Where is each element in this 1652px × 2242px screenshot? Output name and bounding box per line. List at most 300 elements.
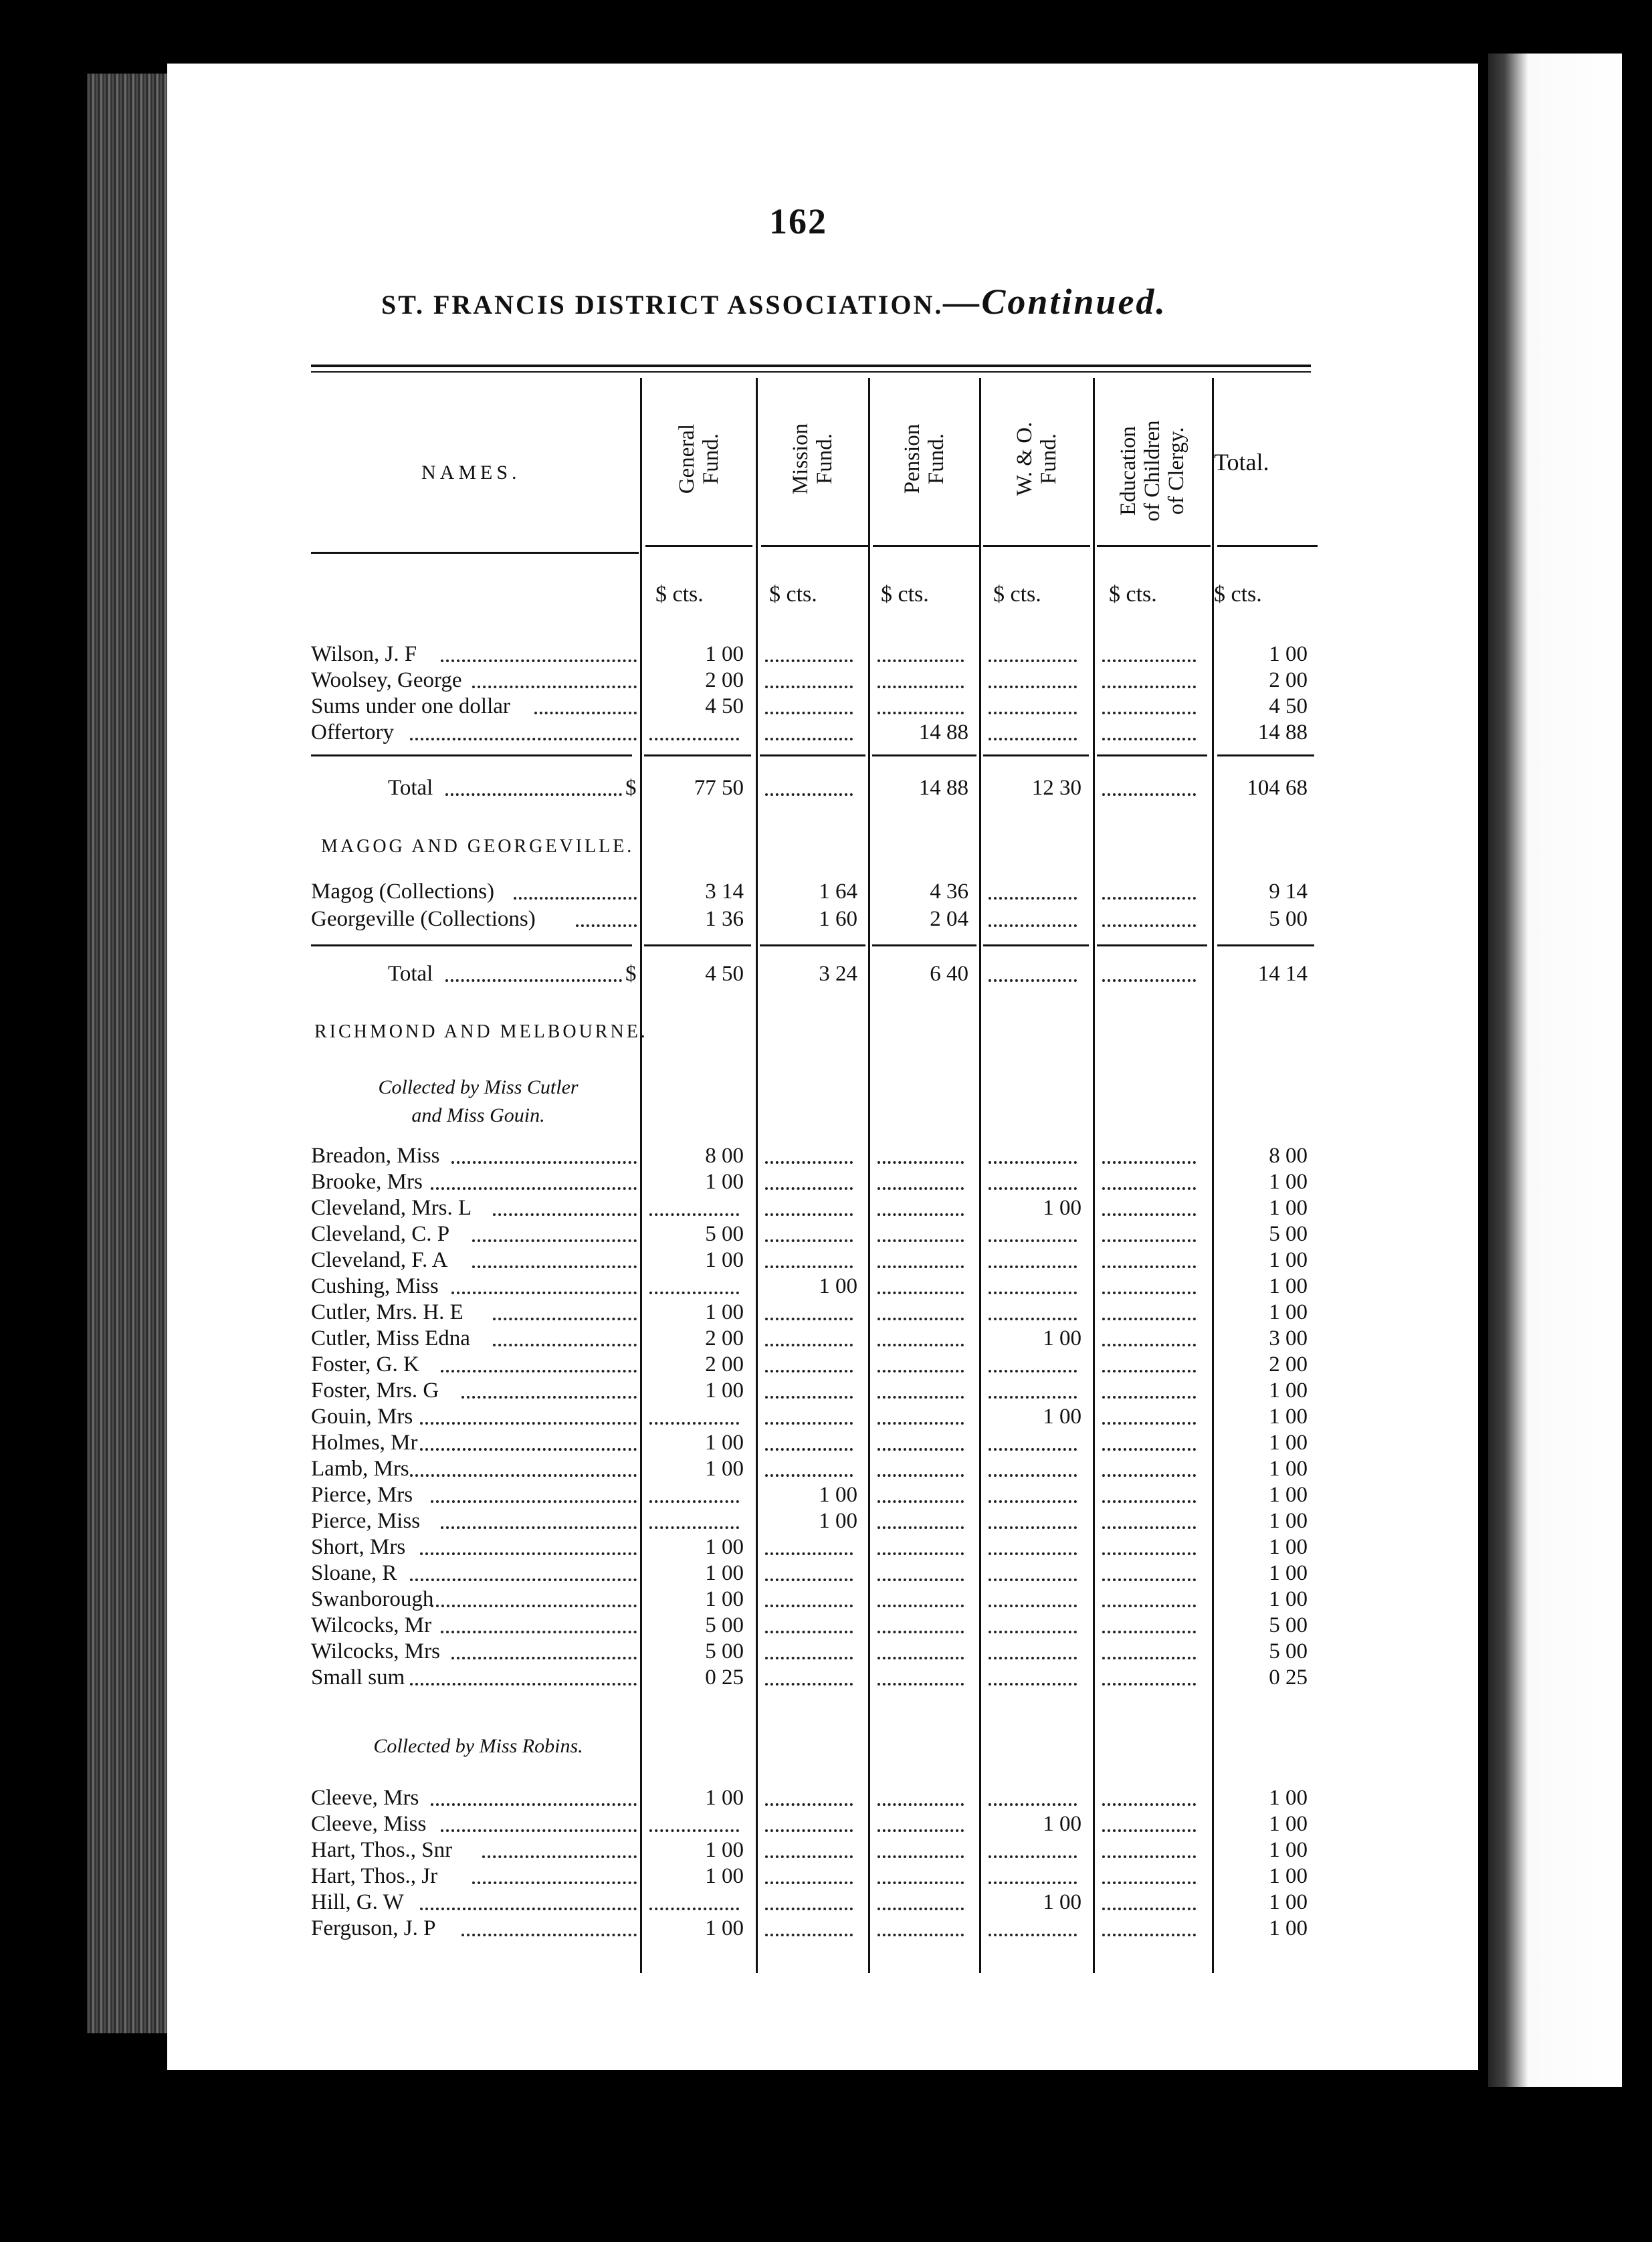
- contributor-name: Breadon, Miss: [311, 1144, 440, 1168]
- column-header-line: of Children: [1140, 420, 1164, 522]
- currency-sign: $: [625, 776, 637, 800]
- empty-cell-dots: [649, 1422, 739, 1425]
- contributor-name: Wilcocks, Mr: [311, 1613, 432, 1637]
- empty-cell-dots: [989, 1187, 1077, 1190]
- sum-rule: [872, 754, 976, 756]
- amount-general: 1 36: [705, 907, 744, 931]
- empty-cell-dots: [1102, 1657, 1196, 1659]
- amount-total: 5 00: [1269, 1639, 1308, 1663]
- empty-cell-dots: [765, 1318, 853, 1320]
- leader-dots: [576, 924, 637, 927]
- empty-cell-dots: [989, 1631, 1077, 1633]
- leader-dots: [431, 1500, 637, 1503]
- empty-cell-dots: [877, 1448, 964, 1451]
- amount-total: 1 00: [1269, 1457, 1308, 1481]
- amount-total: 1 00: [1269, 1170, 1308, 1194]
- empty-cell-dots: [1102, 738, 1196, 740]
- collected-by: Collected by Miss Robins.: [373, 1735, 583, 1757]
- sum-rule: [1217, 754, 1314, 756]
- empty-cell-dots: [877, 1881, 964, 1884]
- contributor-name: Hill, G. W: [311, 1890, 404, 1914]
- sum-rule: [760, 754, 865, 756]
- amount-total: 1 00: [1269, 1786, 1308, 1810]
- empty-cell-dots: [1102, 1474, 1196, 1477]
- leader-dots: [410, 1578, 637, 1581]
- section-heading: RICHMOND AND MELBOURNE.: [314, 1021, 648, 1042]
- empty-cell-dots: [989, 1500, 1077, 1503]
- contributor-name: Wilson, J. F: [311, 642, 417, 666]
- column-header-line: Fund.: [813, 433, 837, 485]
- leader-dots: [441, 1631, 637, 1633]
- contributor-name: Cleeve, Miss: [311, 1812, 427, 1836]
- column-header-line: Fund.: [699, 433, 723, 485]
- section-heading: MAGOG AND GEORGEVILLE.: [321, 836, 635, 857]
- empty-cell-dots: [765, 1908, 853, 1910]
- col-line-5: [1093, 378, 1095, 1973]
- contributor-name: Sums under one dollar: [311, 694, 510, 718]
- column-header-line: of Clergy.: [1164, 427, 1189, 515]
- amount-total: 1 00: [1269, 1379, 1308, 1403]
- sum-rule: [760, 944, 865, 946]
- empty-cell-dots: [989, 1855, 1077, 1858]
- amount-total: 1 00: [1269, 1916, 1308, 1940]
- empty-cell-dots: [765, 738, 853, 740]
- col-line-2: [756, 378, 758, 1973]
- col-line-4: [979, 378, 981, 1973]
- column-header-line: Fund.: [924, 433, 948, 485]
- empty-cell-dots: [989, 924, 1077, 927]
- empty-cell-dots: [1102, 1881, 1196, 1884]
- empty-cell-dots: [877, 686, 964, 688]
- column-header-4: [1013, 372, 1061, 546]
- empty-cell-dots: [765, 1578, 853, 1581]
- amount-mission: 1 00: [819, 1274, 857, 1298]
- amount-mission: 1 00: [819, 1483, 857, 1507]
- header-rule-1: [645, 545, 752, 547]
- empty-cell-dots: [649, 1213, 739, 1216]
- amount-general: 4 50: [705, 694, 744, 718]
- header-rule-5: [1097, 545, 1211, 547]
- column-header-line: Mission: [789, 423, 813, 495]
- empty-cell-dots: [989, 1161, 1077, 1164]
- amount-total: 104 68: [1247, 776, 1308, 800]
- column-header-5: [1116, 384, 1189, 558]
- leader-dots: [534, 712, 637, 714]
- sum-rule: [311, 754, 632, 756]
- empty-cell-dots: [877, 1265, 964, 1268]
- empty-cell-dots: [877, 1934, 964, 1936]
- empty-cell-dots: [1102, 1605, 1196, 1607]
- header-rule-3: [873, 545, 980, 547]
- leader-dots: [431, 1187, 637, 1190]
- contributor-name: Cushing, Miss: [311, 1274, 439, 1298]
- contributor-name: Woolsey, George: [311, 668, 462, 692]
- empty-cell-dots: [649, 1526, 739, 1529]
- empty-cell-dots: [1102, 1829, 1196, 1832]
- empty-cell-dots: [1102, 1292, 1196, 1294]
- amount-general: 1 00: [705, 1838, 744, 1862]
- empty-cell-dots: [877, 1526, 964, 1529]
- leader-dots: [482, 1855, 637, 1858]
- empty-cell-dots: [765, 659, 853, 662]
- unit-label: $ cts.: [655, 582, 704, 607]
- leader-dots: [472, 1239, 637, 1242]
- contributor-name: Sloane, R: [311, 1561, 397, 1585]
- empty-cell-dots: [765, 1422, 853, 1425]
- amount-pension: 6 40: [930, 962, 968, 986]
- collected-by: and Miss Gouin.: [411, 1104, 545, 1126]
- empty-cell-dots: [877, 1605, 964, 1607]
- contributor-name: Gouin, Mrs: [311, 1405, 413, 1429]
- column-header-line: Pension: [900, 423, 924, 494]
- currency-sign: $: [625, 962, 637, 986]
- amount-total: 5 00: [1269, 907, 1308, 931]
- amount-total: 1 00: [1269, 642, 1308, 666]
- amount-general: 8 00: [705, 1144, 744, 1168]
- amount-total: 2 00: [1269, 1352, 1308, 1377]
- amount-wo: 1 00: [1043, 1890, 1081, 1914]
- empty-cell-dots: [1102, 1161, 1196, 1164]
- amount-mission: 3 24: [819, 962, 857, 986]
- column-header-line: Education: [1116, 426, 1140, 516]
- empty-cell-dots: [1102, 1500, 1196, 1503]
- amount-total: 1 00: [1269, 1300, 1308, 1324]
- column-header-1: [675, 372, 723, 546]
- empty-cell-dots: [765, 1213, 853, 1216]
- amount-mission: 1 00: [819, 1509, 857, 1533]
- amount-general: 1 00: [705, 1864, 744, 1888]
- empty-cell-dots: [765, 1881, 853, 1884]
- amount-general: 1 00: [705, 1561, 744, 1585]
- amount-general: 1 00: [705, 1170, 744, 1194]
- book-spine: [87, 74, 170, 2033]
- empty-cell-dots: [765, 1803, 853, 1806]
- contributor-name: Ferguson, J. P: [311, 1916, 436, 1940]
- sum-rule: [983, 944, 1089, 946]
- empty-cell-dots: [765, 793, 853, 796]
- amount-general: 4 50: [705, 962, 744, 986]
- amount-total: 1 00: [1269, 1838, 1308, 1862]
- sum-rule: [1217, 944, 1314, 946]
- empty-cell-dots: [1102, 1396, 1196, 1399]
- empty-cell-dots: [765, 1161, 853, 1164]
- empty-cell-dots: [989, 1265, 1077, 1268]
- empty-cell-dots: [877, 1829, 964, 1832]
- amount-total: 5 00: [1269, 1222, 1308, 1246]
- amount-wo: 1 00: [1043, 1405, 1081, 1429]
- empty-cell-dots: [1102, 1631, 1196, 1633]
- empty-cell-dots: [877, 1500, 964, 1503]
- leader-dots: [431, 1803, 637, 1806]
- empty-cell-dots: [649, 1908, 739, 1910]
- column-header-line: General: [675, 423, 699, 494]
- amount-total: 14 88: [1257, 720, 1308, 744]
- contributor-name: Short, Mrs: [311, 1535, 406, 1559]
- empty-cell-dots: [989, 1396, 1077, 1399]
- amount-total: 1 00: [1269, 1587, 1308, 1611]
- empty-cell-dots: [877, 1318, 964, 1320]
- sum-rule: [644, 944, 751, 946]
- empty-cell-dots: [877, 1370, 964, 1372]
- unit-label: $ cts.: [993, 582, 1041, 607]
- leader-dots: [420, 1552, 637, 1555]
- empty-cell-dots: [1102, 1344, 1196, 1346]
- empty-cell-dots: [989, 1474, 1077, 1477]
- empty-cell-dots: [1102, 1578, 1196, 1581]
- contributor-name: Pierce, Miss: [311, 1509, 421, 1533]
- empty-cell-dots: [1102, 1908, 1196, 1910]
- amount-general: 1 00: [705, 1300, 744, 1324]
- header-rule-4: [983, 545, 1090, 547]
- leader-dots: [445, 793, 623, 796]
- empty-cell-dots: [765, 1829, 853, 1832]
- empty-cell-dots: [1102, 1552, 1196, 1555]
- amount-total: 4 50: [1269, 694, 1308, 718]
- empty-cell-dots: [877, 712, 964, 714]
- empty-cell-dots: [765, 1448, 853, 1451]
- leader-dots: [441, 659, 637, 662]
- leader-dots: [420, 1448, 637, 1451]
- contributor-name: Hart, Thos., Snr: [311, 1838, 453, 1862]
- amount-total: 2 00: [1269, 668, 1308, 692]
- empty-cell-dots: [1102, 1239, 1196, 1242]
- empty-cell-dots: [989, 1657, 1077, 1659]
- leader-dots: [420, 1422, 637, 1425]
- amount-general: 5 00: [705, 1613, 744, 1637]
- empty-cell-dots: [765, 1265, 853, 1268]
- empty-cell-dots: [765, 1605, 853, 1607]
- leader-dots: [461, 1396, 637, 1399]
- amount-total: 1 00: [1269, 1248, 1308, 1272]
- empty-cell-dots: [1102, 1422, 1196, 1425]
- page-number: 162: [769, 201, 827, 241]
- empty-cell-dots: [989, 1552, 1077, 1555]
- column-header-line: W. & O.: [1013, 421, 1037, 496]
- empty-cell-dots: [765, 1657, 853, 1659]
- amount-general: 3 14: [705, 880, 744, 904]
- contributor-name: Small sum: [311, 1665, 405, 1690]
- empty-cell-dots: [1102, 793, 1196, 796]
- amount-general: 1 00: [705, 1587, 744, 1611]
- empty-cell-dots: [877, 1161, 964, 1164]
- leader-dots: [420, 1908, 637, 1910]
- empty-cell-dots: [877, 1908, 964, 1910]
- empty-cell-dots: [765, 1344, 853, 1346]
- empty-cell-dots: [1102, 1526, 1196, 1529]
- total-label: Total: [388, 776, 433, 800]
- contributor-name: Magog (Collections): [311, 880, 495, 904]
- empty-cell-dots: [877, 1683, 964, 1686]
- empty-cell-dots: [765, 1187, 853, 1190]
- amount-total: 1 00: [1269, 1274, 1308, 1298]
- empty-cell-dots: [765, 1396, 853, 1399]
- empty-cell-dots: [1102, 686, 1196, 688]
- contributor-name: Holmes, Mr: [311, 1431, 418, 1455]
- amount-pension: 2 04: [930, 907, 968, 931]
- unit-label: $ cts.: [881, 582, 929, 607]
- amount-total: 1 00: [1269, 1196, 1308, 1220]
- amount-total: 1 00: [1269, 1483, 1308, 1507]
- empty-cell-dots: [877, 1552, 964, 1555]
- amount-pension: 4 36: [930, 880, 968, 904]
- empty-cell-dots: [765, 712, 853, 714]
- amount-general: 1 00: [705, 1916, 744, 1940]
- empty-cell-dots: [765, 1683, 853, 1686]
- column-header-line: Fund.: [1037, 433, 1061, 485]
- empty-cell-dots: [765, 1934, 853, 1936]
- amount-general: 1 00: [705, 1248, 744, 1272]
- contributor-name: Cleeve, Mrs: [311, 1786, 419, 1810]
- empty-cell-dots: [877, 1631, 964, 1633]
- leader-dots: [461, 1934, 637, 1936]
- leader-dots: [441, 1370, 637, 1372]
- empty-cell-dots: [989, 1448, 1077, 1451]
- empty-cell-dots: [765, 686, 853, 688]
- header-rule-6: [1217, 545, 1318, 547]
- empty-cell-dots: [877, 1803, 964, 1806]
- empty-cell-dots: [765, 1370, 853, 1372]
- leader-dots: [493, 1318, 637, 1320]
- amount-total: 1 00: [1269, 1812, 1308, 1836]
- empty-cell-dots: [649, 1500, 739, 1503]
- amount-total: 14 14: [1257, 962, 1308, 986]
- empty-cell-dots: [1102, 1213, 1196, 1216]
- names-header: NAMES.: [421, 462, 521, 484]
- contributor-name: Offertory: [311, 720, 395, 744]
- leader-dots: [451, 1161, 637, 1164]
- amount-total: 1 00: [1269, 1890, 1308, 1914]
- empty-cell-dots: [877, 1396, 964, 1399]
- empty-cell-dots: [649, 1292, 739, 1294]
- empty-cell-dots: [649, 738, 739, 740]
- amount-total: 1 00: [1269, 1535, 1308, 1559]
- column-header-3: [900, 372, 948, 546]
- empty-cell-dots: [1102, 1934, 1196, 1936]
- leader-dots: [410, 1474, 637, 1477]
- leader-dots: [445, 979, 623, 982]
- empty-cell-dots: [989, 1318, 1077, 1320]
- empty-cell-dots: [1102, 1448, 1196, 1451]
- empty-cell-dots: [1102, 1370, 1196, 1372]
- amount-general: 5 00: [705, 1222, 744, 1246]
- amount-general: 1 00: [705, 1379, 744, 1403]
- empty-cell-dots: [989, 897, 1077, 900]
- sum-rule: [1097, 754, 1207, 756]
- total-label: Total: [388, 962, 433, 986]
- title-continued: —Continued.: [943, 282, 1167, 322]
- amount-total: 1 00: [1269, 1864, 1308, 1888]
- contributor-name: Swanborough: [311, 1587, 434, 1611]
- empty-cell-dots: [989, 1881, 1077, 1884]
- leader-dots: [441, 1829, 637, 1832]
- empty-cell-dots: [989, 659, 1077, 662]
- empty-cell-dots: [877, 1344, 964, 1346]
- amount-mission: 1 64: [819, 880, 857, 904]
- contributor-name: Brooke, Mrs: [311, 1170, 423, 1194]
- contributor-name: Foster, G. K: [311, 1352, 419, 1377]
- empty-cell-dots: [989, 1292, 1077, 1294]
- empty-cell-dots: [1102, 979, 1196, 982]
- amount-total: 9 14: [1269, 880, 1308, 904]
- empty-cell-dots: [877, 1239, 964, 1242]
- empty-cell-dots: [877, 1213, 964, 1216]
- empty-cell-dots: [765, 1552, 853, 1555]
- contributor-name: Cleveland, Mrs. L: [311, 1196, 472, 1220]
- amount-pension: 14 88: [918, 720, 968, 744]
- empty-cell-dots: [1102, 712, 1196, 714]
- empty-cell-dots: [989, 1934, 1077, 1936]
- sum-rule: [311, 944, 632, 946]
- empty-cell-dots: [1102, 1803, 1196, 1806]
- empty-cell-dots: [765, 1855, 853, 1858]
- page-title: [381, 281, 1167, 322]
- empty-cell-dots: [989, 1683, 1077, 1686]
- unit-label: $ cts.: [769, 582, 817, 607]
- col-line-3: [868, 378, 870, 1973]
- empty-cell-dots: [765, 1631, 853, 1633]
- leader-dots: [410, 1683, 637, 1686]
- amount-total: 0 25: [1269, 1665, 1308, 1690]
- contributor-name: Cleveland, F. A: [311, 1248, 448, 1272]
- empty-cell-dots: [877, 1855, 964, 1858]
- empty-cell-dots: [989, 712, 1077, 714]
- title-main: ST. FRANCIS DISTRICT ASSOCIATION.: [381, 290, 944, 320]
- leader-dots: [431, 1605, 637, 1607]
- contributor-name: Wilcocks, Mrs: [311, 1639, 440, 1663]
- unit-label: $ cts.: [1109, 582, 1157, 607]
- contributor-name: Georgeville (Collections): [311, 907, 536, 931]
- sum-rule: [983, 754, 1089, 756]
- amount-general: 1 00: [705, 1457, 744, 1481]
- amount-total: 1 00: [1269, 1509, 1308, 1533]
- empty-cell-dots: [989, 1803, 1077, 1806]
- empty-cell-dots: [1102, 1318, 1196, 1320]
- leader-dots: [472, 1265, 637, 1268]
- col-line-1: [640, 378, 642, 1973]
- leader-dots: [410, 738, 637, 740]
- empty-cell-dots: [765, 1239, 853, 1242]
- facing-page-edge: [1488, 54, 1622, 2087]
- contributor-name: Hart, Thos., Jr: [311, 1864, 438, 1888]
- amount-general: 1 00: [705, 1535, 744, 1559]
- empty-cell-dots: [989, 1239, 1077, 1242]
- empty-cell-dots: [877, 1422, 964, 1425]
- empty-cell-dots: [1102, 1855, 1196, 1858]
- empty-cell-dots: [1102, 1187, 1196, 1190]
- amount-general: 2 00: [705, 1326, 744, 1350]
- empty-cell-dots: [877, 1474, 964, 1477]
- unit-label: $ cts.: [1214, 582, 1262, 607]
- amount-general: 1 00: [705, 1431, 744, 1455]
- amount-pension: 14 88: [918, 776, 968, 800]
- empty-cell-dots: [989, 1526, 1077, 1529]
- leader-dots: [441, 1526, 637, 1529]
- leader-dots: [472, 1881, 637, 1884]
- header-rule-names: [311, 552, 639, 554]
- amount-general: 2 00: [705, 668, 744, 692]
- sum-rule: [872, 944, 976, 946]
- amount-general: 0 25: [705, 1665, 744, 1690]
- empty-cell-dots: [877, 1657, 964, 1659]
- leader-dots: [514, 897, 637, 900]
- amount-wo: 1 00: [1043, 1196, 1081, 1220]
- empty-cell-dots: [649, 1829, 739, 1832]
- empty-cell-dots: [989, 738, 1077, 740]
- empty-cell-dots: [877, 659, 964, 662]
- leader-dots: [472, 686, 637, 688]
- empty-cell-dots: [1102, 659, 1196, 662]
- leader-dots: [451, 1292, 637, 1294]
